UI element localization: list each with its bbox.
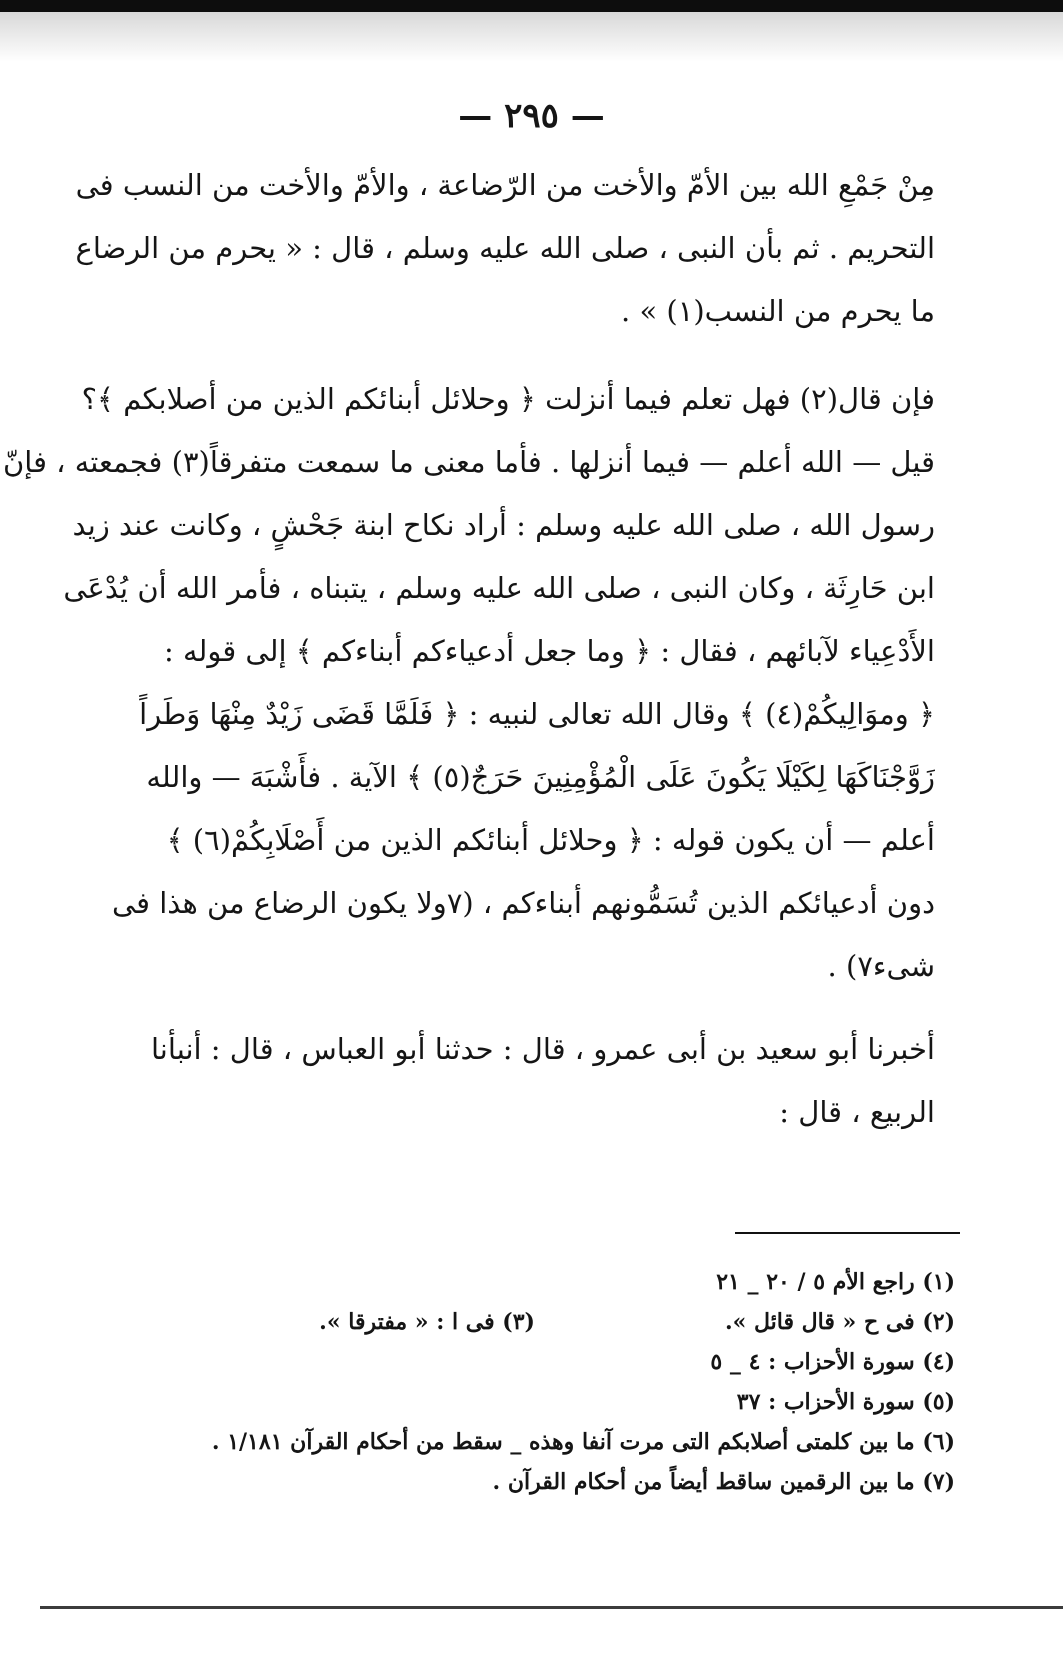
footnote-3: (٣) فى ا : « مفترقا ». (319, 1309, 535, 1335)
text-line: قيل — الله أعلم — فيما أنزلها . فأما معنى ما سمعت متفرقاً(٣) فجمعته ، فإنّ (2, 445, 935, 479)
text-line: ﴿ وموَالِيكُمْ(٤) ﴾ وقال الله تعالى لنبيه : ﴿ فَلَمَّا قَضَى زَيْدٌ مِنْهَا وَطَراً (139, 697, 935, 731)
text-line: دون أدعيائكم الذين تُسَمُّونهم أبناءكم ، (٧ولا يكون الرضاع من هذا فى (111, 886, 935, 920)
footnote-1: (١) راجع الأم ٥ / ٢٠ _ ٢١ (716, 1269, 955, 1295)
footnote-2: (٢) فى ح « قال قائل ». (724, 1309, 955, 1335)
text-line: أعلم — أن يكون قوله : ﴿ وحلائل أبنائكم الذين من أَصْلَابِكُمْ(٦) ﴾ (166, 823, 935, 857)
text-line: التحريم . ثم بأن النبى ، صلى الله عليه وسلم ، قال : « يحرم من الرضاع (75, 231, 935, 265)
scan-top-edge (0, 0, 1063, 12)
paragraph-3 (150, 1018, 935, 1144)
paragraph-1 (75, 154, 935, 343)
footnote-divider (735, 1232, 960, 1234)
footnote-6: (٦) ما بين كلمتى أصلابكم التى مرت آنفا وهذه _ سقط من أحكام القرآن ١/١٨١ . (211, 1429, 955, 1455)
text-line: ابن حَارِثَة ، وكان النبى ، صلى الله عليه وسلم ، يتبناه ، فأمر الله أن يُدْعَى (63, 571, 935, 605)
scan-bottom-edge (40, 1606, 1063, 1609)
page-number: — ٢٩٥ — (458, 96, 605, 136)
text-line: شىء٧) . (827, 949, 935, 983)
text-line: الربيع ، قال : (779, 1095, 935, 1129)
text-line: رسول الله ، صلى الله عليه وسلم : أراد نكاح ابنة جَحْشٍ ، وكانت عند زيد (72, 508, 935, 542)
text-line: زَوَّجْنَاكَهَا لِكَيْلَا يَكُونَ عَلَى الْمُؤْمِنِينَ حَرَجٌ(٥) ﴾ الآية . فأَشْبَهَ — والله (146, 760, 935, 794)
paragraph-2 (2, 368, 935, 998)
text-line: مِنْ جَمْعِ الله بين الأمّ والأخت من الرّضاعة ، والأمّ والأخت من النسب فى (75, 168, 935, 202)
text-line: أخبرنا أبو سعيد بن أبى عمرو ، قال : حدثنا أبو العباس ، قال : أنبأنا (150, 1032, 935, 1066)
footnote-5: (٥) سورة الأحزاب : ٣٧ (736, 1389, 955, 1415)
text-line: ما يحرم من النسب(١) » . (621, 294, 935, 328)
text-line: الأَدْعِياء لآبائهم ، فقال : ﴿ وما جعل أدعياءكم أبناءكم ﴾ إلى قوله : (164, 634, 935, 668)
text-line: فإن قال(٢) فهل تعلم فيما أنزلت ﴿ وحلائل أبنائكم الذين من أصلابكم ﴾؟ (81, 382, 935, 416)
footnote-4: (٤) سورة الأحزاب : ٤ _ ٥ (710, 1349, 955, 1375)
scan-shadow (0, 12, 1063, 62)
footnote-7: (٧) ما بين الرقمين ساقط أيضاً من أحكام القرآن . (492, 1469, 955, 1495)
footnote-row-2-3 (175, 1302, 955, 1342)
footnotes (175, 1262, 955, 1502)
